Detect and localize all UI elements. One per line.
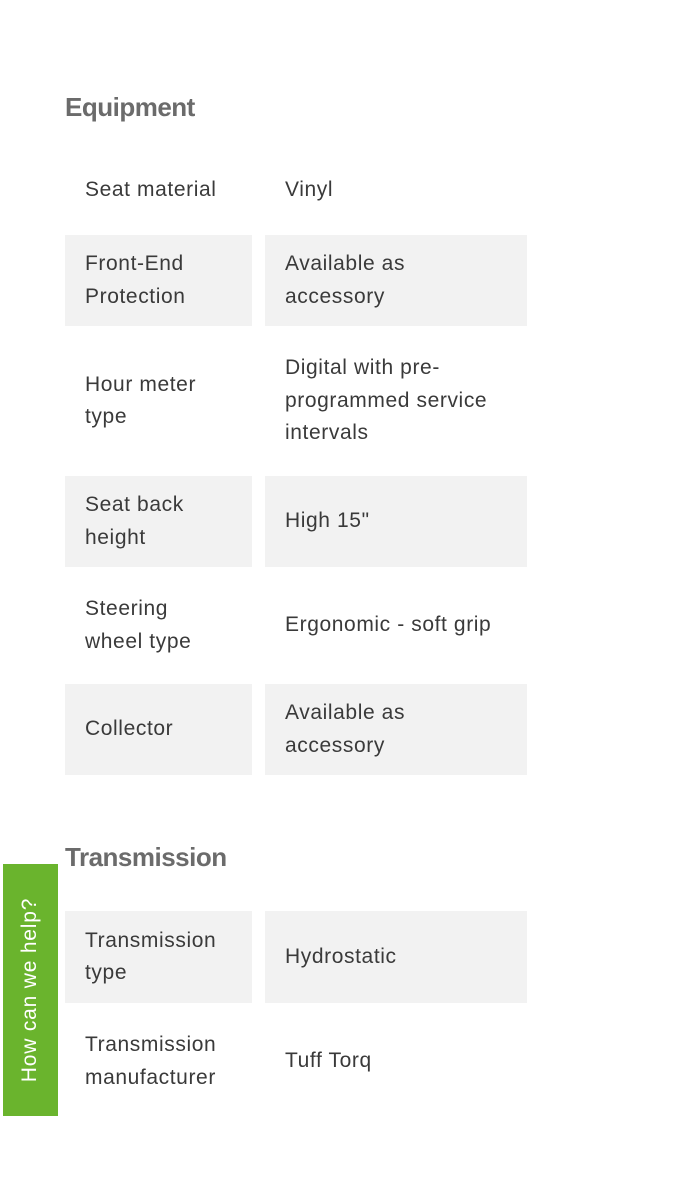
spec-label: Steering wheel type xyxy=(85,597,192,653)
table-row xyxy=(65,235,527,326)
spec-label: Collector xyxy=(65,684,252,775)
table-row xyxy=(65,1003,527,1120)
table-row xyxy=(65,476,527,567)
spec-label: Transmission type xyxy=(65,911,252,1003)
spec-value: Tuff Torq xyxy=(285,1049,372,1073)
equipment-spec-table xyxy=(65,146,527,775)
table-row xyxy=(65,326,527,476)
spec-value: Vinyl xyxy=(285,178,334,202)
transmission-spec-table xyxy=(65,911,527,1120)
table-row xyxy=(65,146,527,235)
table-row xyxy=(65,684,527,775)
help-tab-label: How can we help? xyxy=(18,897,42,1083)
spec-label: Hour meter type xyxy=(85,372,197,428)
section-title-transmission: Transmission xyxy=(65,842,227,872)
spec-value: High 15" xyxy=(265,476,527,567)
spec-value: Ergonomic - soft grip xyxy=(285,613,492,637)
spec-label: Seat back height xyxy=(65,476,252,567)
spec-label: Front-End Protection xyxy=(65,235,252,326)
help-tab-button[interactable] xyxy=(3,864,58,1116)
spec-value: Hydrostatic xyxy=(265,911,527,1003)
section-title-equipment: Equipment xyxy=(65,92,195,122)
spec-label: Seat material xyxy=(85,178,217,202)
table-row xyxy=(65,911,527,1003)
table-row xyxy=(65,567,527,684)
spec-value: Available as accessory xyxy=(265,684,527,775)
spec-value: Digital with pre-programmed service intervals xyxy=(285,356,488,445)
spec-value: Available as accessory xyxy=(265,235,527,326)
spec-label: Transmission manufacturer xyxy=(85,1033,217,1089)
